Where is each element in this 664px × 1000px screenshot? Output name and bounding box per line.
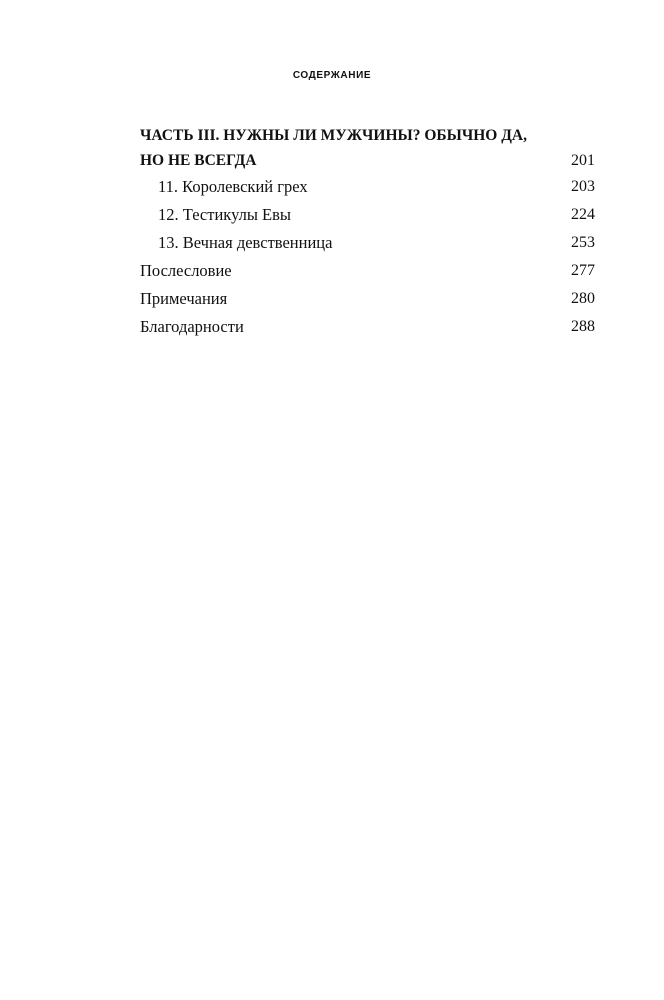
toc-entry-label: Послесловие <box>140 261 232 280</box>
toc-entry-label: 12. Тестикулы Евы <box>158 205 292 224</box>
toc-entry-label: Благодарности <box>140 317 244 336</box>
toc-entry-page: 277 <box>571 262 595 279</box>
part-heading <box>140 123 595 173</box>
toc-entry-page: 288 <box>571 318 595 335</box>
toc-entry-acknowledgements <box>140 313 595 341</box>
part-title-line-2-row <box>140 148 595 173</box>
toc-entry-label: 13. Вечная девственница <box>158 233 333 252</box>
part-title-line-1: ЧАСТЬ III. НУЖНЫ ЛИ МУЖЧИНЫ? ОБЫЧНО ДА, <box>140 127 527 144</box>
toc-entry-afterword <box>140 257 595 285</box>
running-head: СОДЕРЖАНИЕ <box>292 70 372 81</box>
toc-entry-page: 253 <box>571 234 595 251</box>
toc-entry-label: 11. Королевский грех <box>158 177 308 196</box>
toc-entry-chapter-11 <box>140 173 595 201</box>
part-page-number: 201 <box>571 152 595 169</box>
part-title-line-2: НО НЕ ВСЕГДА <box>140 152 257 169</box>
table-of-contents <box>140 123 595 341</box>
toc-entry-chapter-12 <box>140 201 595 229</box>
toc-entry-chapter-13 <box>140 229 595 257</box>
toc-entry-label: Примечания <box>140 289 228 308</box>
toc-entry-page: 280 <box>571 290 595 307</box>
toc-entry-page: 203 <box>571 178 595 195</box>
toc-entry-notes <box>140 285 595 313</box>
toc-entry-page: 224 <box>571 206 595 223</box>
